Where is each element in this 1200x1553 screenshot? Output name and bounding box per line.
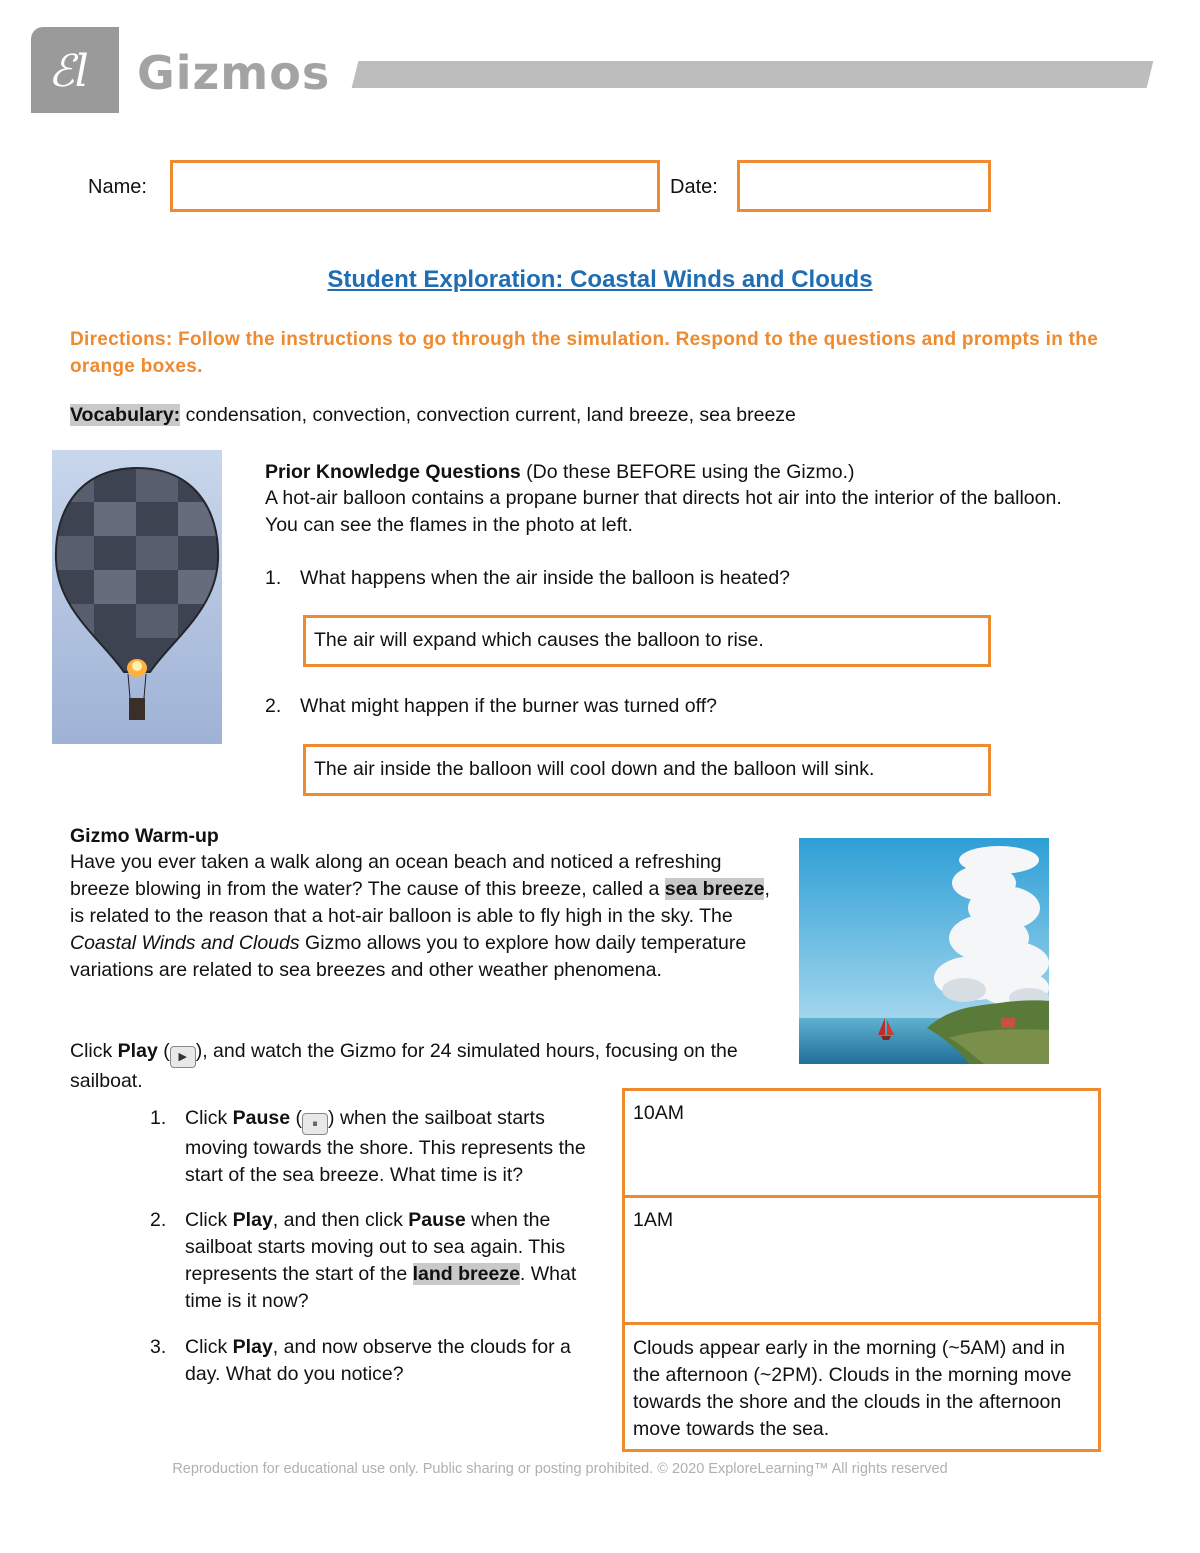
step-2-e: when the sailboat starts moving out to sea again. This represents the start of the	[185, 1209, 566, 1285]
header-bar	[352, 61, 1154, 88]
step-3-play: Play	[232, 1336, 273, 1358]
step-1-number: 1.	[150, 1107, 167, 1129]
prior-note: (Do these BEFORE using the Gizmo.)	[520, 461, 855, 483]
warmup-text-c: Gizmo allows you to explore how daily temperature variations are related to sea breezes and other weather phenomena.	[70, 932, 747, 981]
gizmo-name: Coastal Winds and Clouds	[70, 932, 300, 954]
question-1-text: What happens when the air inside the balloon is heated?	[300, 567, 791, 589]
click-post: ), and watch the Gizmo for 24 simulated hours, focusing on the sailboat.	[70, 1040, 738, 1092]
prior-intro: A hot-air balloon contains a propane burner that directs hot air into the interior of the balloon. You can see the flames in the photo at left.	[265, 487, 1062, 536]
question-1-number: 1.	[265, 567, 282, 589]
warmup-paragraph	[70, 849, 775, 984]
answer-box-step-3[interactable]	[622, 1322, 1101, 1452]
step-2-text	[185, 1207, 615, 1315]
hot-air-balloon-photo	[52, 450, 222, 744]
step-2-a: Click	[185, 1209, 233, 1231]
brand-name: Gizmos	[137, 46, 331, 100]
land-breeze-term: land breeze	[412, 1263, 520, 1285]
play-word: Play	[117, 1040, 158, 1062]
question-2-number: 2.	[265, 695, 282, 717]
click-pre: Click	[70, 1040, 118, 1062]
step-2-c: , and then click	[272, 1209, 409, 1231]
step-3-number: 3.	[150, 1336, 167, 1358]
warmup-text-a: Have you ever taken a walk along an ocean beach and noticed a refreshing breeze blowing in from the water? The cause of this breeze, called a	[70, 851, 722, 900]
answer-step-2: 1AM	[633, 1209, 674, 1231]
date-field[interactable]	[737, 160, 991, 212]
question-2-text: What might happen if the burner was turned off?	[300, 695, 717, 717]
footer-copyright: Reproduction for educational use only. Public sharing or posting prohibited. © 2020 ExploreLearning™ All rights reserved	[172, 1461, 948, 1477]
vocabulary-terms: condensation, convection, convection current, land breeze, sea breeze	[180, 404, 796, 426]
step-3-text	[185, 1334, 605, 1388]
answer-step-1: 10AM	[633, 1102, 684, 1124]
warmup-text-b: , is related to the reason that a hot-air balloon is able to fly high in the sky. The	[70, 878, 770, 927]
name-label: Name:	[88, 176, 147, 198]
name-field[interactable]	[170, 160, 660, 212]
step-2-play: Play	[232, 1209, 273, 1231]
click-play-instruction: Click Play ( ▶ ), and watch the Gizmo for 24 simulated hours, focusing on the sailboat.	[70, 1040, 738, 1092]
answer-2: The air inside the balloon will cool down and the balloon will sink.	[314, 758, 875, 780]
answer-step-3: Clouds appear early in the morning (~5AM) and in the afternoon (~2PM). Clouds in the morning move towards the shore and the clouds in the afternoon move towards the sea.	[633, 1337, 1072, 1440]
step-1-d: ) when the sailboat starts moving towards the shore. This represents the start of the sea breeze. What time is it?	[185, 1107, 586, 1186]
answer-box-1[interactable]	[303, 615, 991, 667]
step-1-a: Click	[185, 1107, 233, 1129]
pause-icon[interactable]: ⏸	[302, 1113, 328, 1135]
vocabulary-label: Vocabulary:	[70, 404, 181, 426]
logo-icon: ℰl	[48, 46, 89, 97]
step-2-pause: Pause	[408, 1209, 466, 1231]
step-1-text	[185, 1105, 605, 1189]
page-title: Student Exploration: Coastal Winds and Clouds	[327, 266, 873, 293]
vocabulary	[70, 404, 796, 427]
coastal-scene-image	[799, 838, 1049, 1064]
step-3-c: , and now observe the clouds for a day. What do you notice?	[185, 1336, 571, 1385]
step-2-g: . What time is it now?	[185, 1263, 577, 1312]
prior-heading: Prior Knowledge Questions	[265, 461, 521, 483]
answer-box-step-2[interactable]	[622, 1195, 1101, 1325]
answer-box-step-1[interactable]	[622, 1088, 1101, 1198]
play-icon[interactable]: ▶	[170, 1046, 196, 1068]
step-1-c: (	[290, 1107, 303, 1129]
answer-box-2[interactable]	[303, 744, 991, 796]
directions: Directions: Follow the instructions to go through the simulation. Respond to the questions and prompts in the orange boxes.	[70, 329, 1099, 377]
step-1-pause: Pause	[232, 1107, 291, 1129]
sea-breeze-term: sea breeze	[664, 878, 765, 900]
date-label: Date:	[670, 176, 718, 198]
answer-1: The air will expand which causes the balloon to rise.	[314, 629, 764, 651]
prior-knowledge-heading	[265, 459, 1085, 486]
step-3-a: Click	[185, 1336, 233, 1358]
step-2-number: 2.	[150, 1209, 167, 1231]
warmup-heading: Gizmo Warm-up	[70, 825, 219, 847]
